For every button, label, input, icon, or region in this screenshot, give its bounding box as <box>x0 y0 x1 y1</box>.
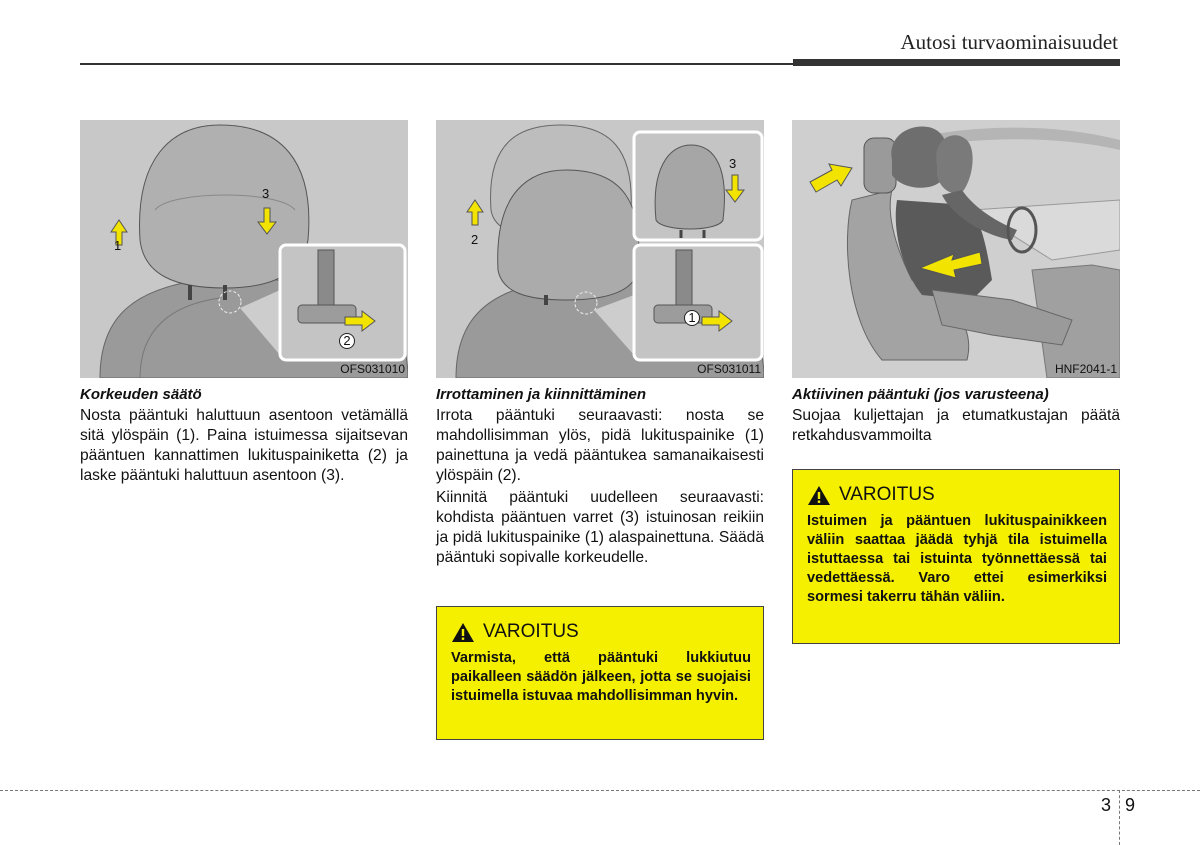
figure-label-1: 1 <box>684 310 700 326</box>
column-height-adjustment <box>80 385 408 488</box>
running-header-title: Autosi turvaominaisuudet <box>900 30 1118 54</box>
figure-code: OFS031010 <box>340 362 405 376</box>
section-caption: Korkeuden säätö <box>80 386 202 403</box>
figure-label-2: 2 <box>339 333 355 349</box>
warning-title: VAROITUS <box>483 621 579 642</box>
figure-label-3: 3 <box>262 186 270 201</box>
warning-body: Istuimen ja pääntuen lukituspainikkeen väliin saattaa jäädä tyhjä tila istuimella istuttaessa tai istuinta työnnettäessä tai vedettäessä. Varo ettei esimerkiksi sormesi takerru tähän väliin. <box>807 513 1107 605</box>
figure-code: HNF2041-1 <box>1054 362 1117 376</box>
warning-triangle-icon <box>451 622 475 643</box>
warning-box <box>792 469 1120 644</box>
figure-removal-installation <box>436 120 764 378</box>
column-removal-installation <box>436 385 764 570</box>
figure-code: OFS031011 <box>697 362 761 376</box>
figure-active-headrest <box>792 120 1120 378</box>
figure-label-2: 2 <box>471 232 479 247</box>
warning-triangle-icon <box>807 485 831 506</box>
column-active-headrest <box>792 385 1120 448</box>
footer-rule <box>0 790 1200 791</box>
warning-title: VAROITUS <box>839 484 935 505</box>
body-paragraph: Kiinnitä pääntuki uudelleen seuraavasti: kohdista pääntuen varret (3) istuinosan reikiin ja pidä lukituspainike (1) alaspainettuna. Säädä pääntuki sopivalle korkeudelle. <box>436 489 764 566</box>
section-caption: Irrottaminen ja kiinnittäminen <box>436 386 647 403</box>
header-bar <box>793 59 1120 66</box>
figure-label-1: 1 <box>114 238 122 253</box>
body-paragraph: Nosta pääntuki haluttuun asentoon vetämällä sitä ylöspäin (1). Paina istuimessa sijaitsevan pääntuen kannattimen lukituspainiketta (2) ja laske pääntuki haluttuun asentoon (3). <box>80 407 408 484</box>
footer-divider <box>1119 790 1120 845</box>
warning-body: Varmista, että pääntuki lukkiutuu paikalleen säädön jälkeen, jotta se suojaisi istuimella istuvaa mahdollisimman hyvin. <box>451 650 751 704</box>
chapter-number: 3 <box>1101 795 1112 815</box>
section-caption: Aktiivinen pääntuki (jos varusteena) <box>792 386 1049 403</box>
figure-label-3: 3 <box>729 156 737 171</box>
figure-height-adjustment <box>80 120 408 378</box>
body-paragraph: Suojaa kuljettajan ja etumatkustajan päätä retkahdusvammoilta <box>792 407 1120 444</box>
body-paragraph: Irrota pääntuki seuraavasti: nosta se mahdollisimman ylös, pidä lukituspainike (1) painettuna ja vedä pääntukea samanaikaisesti ylöspäin (2). <box>436 407 764 484</box>
warning-box <box>436 606 764 740</box>
header-rule <box>80 63 793 65</box>
page-number: 9 <box>1125 795 1136 815</box>
